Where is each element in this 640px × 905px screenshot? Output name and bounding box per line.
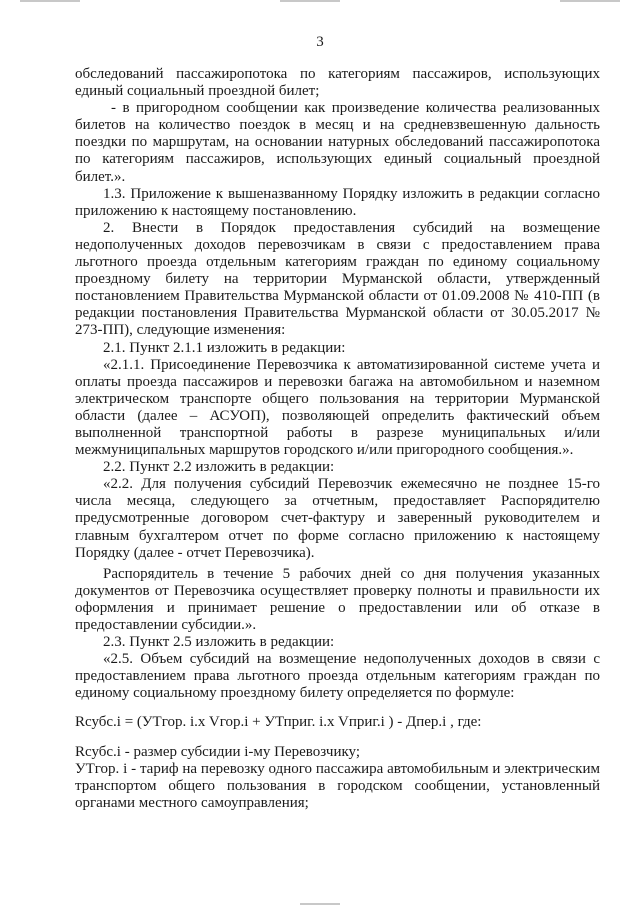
top-scan-mark-center <box>280 0 340 2</box>
paragraph: 2.3. Пункт 2.5 изложить в редакции: <box>103 634 335 651</box>
top-scan-mark-left <box>20 0 80 2</box>
paragraph: обследований пассажиропотока по категориям пассажиров, использующих единый социальный проездной билет; <box>75 66 600 100</box>
paragraph: «2.5. Объем субсидий на возмещение недополученных доходов в связи с предоставлением права льготного проезда отдельным категориям граждан по единому социальному проездному билету определяется по формуле: <box>75 651 600 702</box>
page-number: 3 <box>316 34 324 50</box>
formula: Rсубс.i = (УТгор. i.x Vгор.i + УТприг. i.x Vприг.i ) - Дпер.i , где: <box>75 714 482 731</box>
paragraph: 2. Внести в Порядок предоставления субсидий на возмещение недополученных доходов перевозчикам в связи с предоставлением права льготного проезда отдельным категориям граждан по единому социальному проездному билету на территории Мурманской области, утвержденный постановлением Правительства Мурманской области от 01.09.2008 № 410-ПП (в редакции постановления Правительства Мурманской области от 30.05.2017 № 273-ПП), следующие изменения: <box>75 219 600 339</box>
paragraph: - в пригородном сообщении как произведение количества реализованных билетов на количество поездок в месяц и на средневзвешенную дальность поездки по маршрутам, на основании натурных обследований пассажиропотока по категориям пассажиров, использующих единый социальный проездной билет.». <box>75 100 600 185</box>
paragraph: УТгор. i - тариф на перевозку одного пассажира автомобильным и электрическим транспортом общего пользования в городском сообщении, установленный органами местного самоуправления; <box>75 760 600 811</box>
paragraph: Rсубс.i - размер субсидии i-му Перевозчику; <box>75 743 361 760</box>
paragraph: «2.2. Для получения субсидий Перевозчик ежемесячно не позднее 15-го числа месяца, следующего за отчетным, предоставляет Распорядителю предусмотренные договором счет-фактуру и заверенный руководителем и главным бухгалтером отчет по форме согласно приложению к настоящему Порядку (далее - отчет Перевозчика). <box>75 476 600 561</box>
paragraph: Распорядитель в течение 5 рабочих дней со дня получения указанных документов от Перевозчика осуществляет проверку полноты и правильности их оформления и принимает решение о предоставлении или об отказе в предоставлении субсидии.». <box>75 565 600 633</box>
paragraph: 1.3. Приложение к вышеназванному Порядку изложить в редакции согласно приложению к настоящему постановлению. <box>75 185 600 219</box>
paragraph: «2.1.1. Присоединение Перевозчика к автоматизированной системе учета и оплаты проезда пассажиров и перевозки багажа на автомобильном и наземном электрическом транспорте общего пользования на территории Мурманской области (далее – АСУОП), позволяющей определить фактический объем выполненной транспортной работы в разрезе муниципальных и/или межмуниципальных маршрутов городского и/или пригородного сообщения.». <box>75 356 600 459</box>
document-body <box>75 66 600 812</box>
paragraph: 2.1. Пункт 2.1.1 изложить в редакции: <box>103 339 346 356</box>
top-scan-mark-right <box>560 0 620 2</box>
paragraph: 2.2. Пункт 2.2 изложить в редакции: <box>103 459 335 476</box>
